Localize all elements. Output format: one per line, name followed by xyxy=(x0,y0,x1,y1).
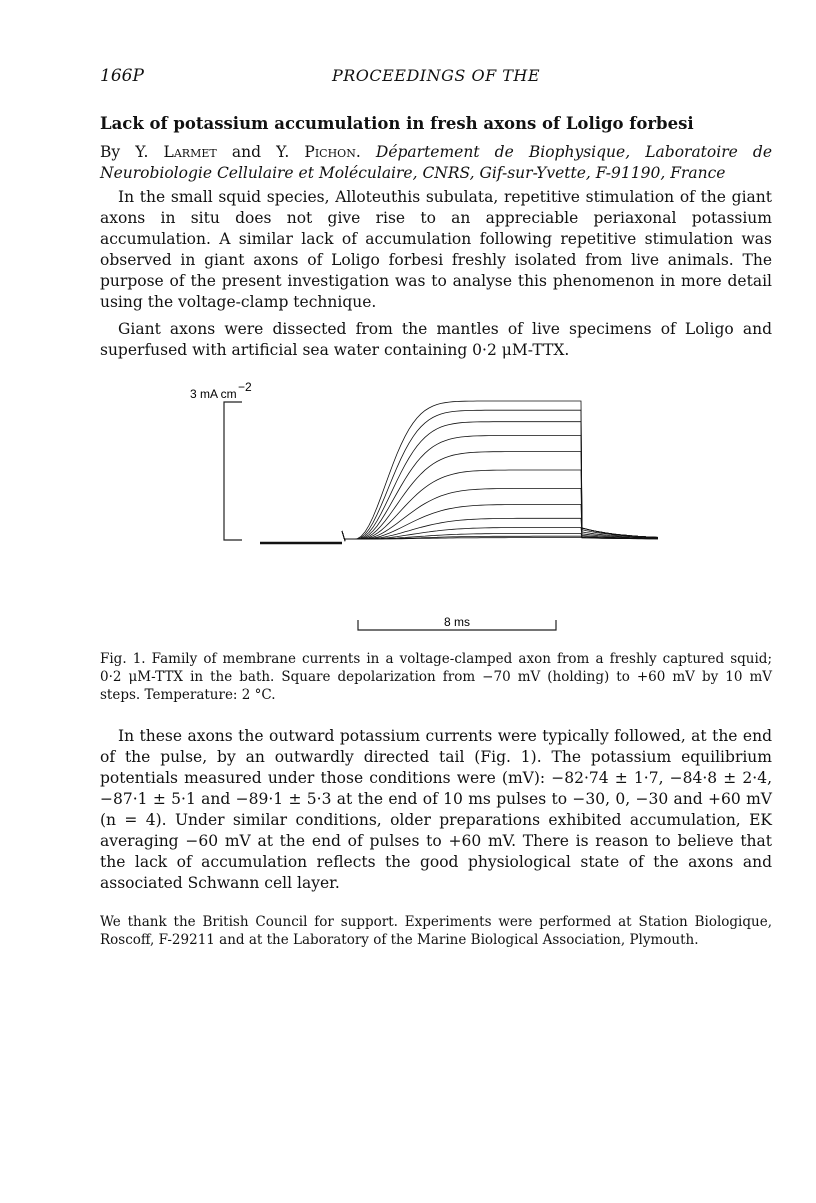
current-scale-label: 3 mA cm xyxy=(190,387,237,401)
running-header xyxy=(100,66,772,90)
author-pichon: Y. Pichon. xyxy=(276,143,361,161)
time-scale-label: 8 ms xyxy=(443,615,471,629)
page-number: 166P xyxy=(100,66,144,86)
paragraph-methods: Giant axons were dissected from the mantles of live specimens of Loligo and superfused with artificial sea water containing 0·2 μM-TTX. xyxy=(100,320,772,359)
current-scale-exponent: −2 xyxy=(238,380,252,394)
figure-caption: Fig. 1. Family of membrane currents in a voltage-clamped axon from a freshly captured squid; 0·2 μM-TTX in the bath. Square depolarization from −70 mV (holding) to +60 mV by 10 mV steps. Temperature: 2 °C. xyxy=(100,651,772,703)
membrane-current-chart xyxy=(180,376,700,646)
journal-title: PROCEEDINGS OF THE xyxy=(331,66,541,85)
by-label: By xyxy=(100,143,121,161)
author-line xyxy=(100,142,772,184)
current-traces xyxy=(342,401,658,541)
current-scale-bar xyxy=(224,402,242,540)
article-title: Lack of potassium accumulation in fresh axons of Loligo forbesi xyxy=(100,114,694,133)
author-larmet: Y. Larmet xyxy=(135,143,217,161)
current-trace-10mv xyxy=(342,470,658,541)
figure-1 xyxy=(180,376,700,646)
affiliation: Département de Biophysique, Laboratoire de Neurobiologie Cellulaire et Moléculaire, CNRS, Gif-sur-Yvette, F-91190, France xyxy=(100,143,772,182)
acknowledgement: We thank the British Council for support. Experiments were performed at Station Biologique, Roscoff, F-29211 and at the Laboratory of the Marine Biological Association, Plymouth. xyxy=(100,914,772,948)
current-trace-50mv xyxy=(342,410,658,541)
and-label: and xyxy=(231,143,261,161)
paragraph-results: In these axons the outward potassium currents were typically followed, at the end of the pulse, by an outwardly directed tail (Fig. 1). The potassium equilibrium potentials measured under those conditions were (mV): −82·74 ± 1·7, −84·8 ± 2·4, −87·1 ± 5·1 and −89·1 ± 5·3 at the end of 10 ms pulses to −30, 0, −30 and +60 mV (n = 4). Under similar conditions, older preparations exhibited accumulation, EK averaging −60 mV at the end of pulses to +60 mV. There is reason to believe that the lack of accumulation reflects the good physiological state of the axons and associated Schwann cell layer. xyxy=(100,727,772,892)
paragraph-intro: In the small squid species, Alloteuthis subulata, repetitive stimulation of the giant axons in situ does not give rise to an appreciable periaxonal potassium accumulation. A similar lack of accumulation following repetitive stimulation was observed in giant axons of Loligo forbesi freshly isolated from live animals. The purpose of the present investigation was to analyse this phenomenon in more detail using the voltage-clamp technique. xyxy=(100,188,772,311)
